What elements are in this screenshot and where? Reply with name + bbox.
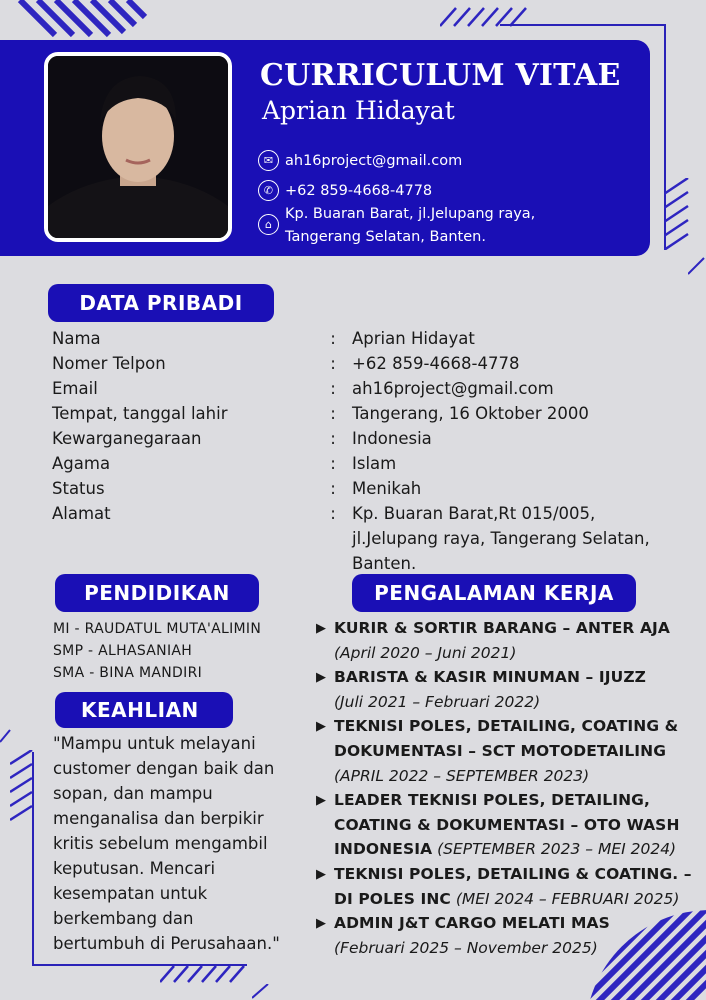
contact-address xyxy=(258,203,535,249)
frame-line-top xyxy=(500,24,665,26)
experience-item: ▶ KURIR & SORTIR BARANG – ANTER AJA (April 2020 – Juni 2021) xyxy=(316,616,701,665)
triangle-bullet-icon: ▶ xyxy=(316,719,326,735)
frame-line-left xyxy=(32,752,34,964)
line-decoration-left xyxy=(0,728,12,744)
contact-email-text: ah16project@gmail.com xyxy=(285,153,463,169)
hatch-decoration-left xyxy=(10,750,34,824)
person-photo-icon xyxy=(48,56,228,238)
experience-item: ▶ TEKNISI POLES, DETAILING, COATING & DOKUMENTASI – SCT MOTODETAILING (APRIL 2022 – SEPTEMBER 2023) xyxy=(316,714,701,788)
hatch-decoration-right xyxy=(664,178,692,250)
skills-text: "Mampu untuk melayani customer dengan baik dan sopan, dan mampu menganalisa dan berpikir kritis sebelum mengambil keputusan. Mencari kesempatan untuk berkembang dan bertumbuh di Perusahaan." xyxy=(53,734,280,953)
experience-item: ▶ ADMIN J&T CARGO MELATI MAS (Februari 2025 – November 2025) xyxy=(316,911,701,960)
stripes-decoration-top-left xyxy=(0,0,180,40)
contact-address-text: Kp. Buaran Barat, jl.Jelupang raya, Tangerang Selatan, Banten. xyxy=(285,206,536,245)
experience-list xyxy=(316,616,701,960)
triangle-bullet-icon: ▶ xyxy=(316,621,326,636)
data-row-birth: Tempat, tanggal lahir : Tangerang, 16 Oktober 2000 xyxy=(52,404,589,423)
hatch-decoration-bottom xyxy=(160,964,250,984)
triangle-bullet-icon: ▶ xyxy=(316,793,326,809)
contact-phone[interactable] xyxy=(258,180,432,203)
education-item: SMA - BINA MANDIRI xyxy=(53,665,203,681)
experience-item: ▶ LEADER TEKNISI POLES, DETAILING, COATING & DOKUMENTASI – OTO WASH INDONESIA (SEPTEMBER 2023 – MEI 2024) xyxy=(316,788,701,862)
personal-data-table xyxy=(52,326,682,576)
contact-email[interactable] xyxy=(258,150,462,173)
skills-heading: KEAHLIAN xyxy=(55,692,233,728)
cv-title: CURRICULUM VITAE xyxy=(260,58,621,93)
data-row-address: Alamat : Kp. Buaran Barat,Rt 015/005, jl.Jelupang raya, Tangerang Selatan, Banten. xyxy=(52,504,650,573)
data-row-nationality: Kewarganegaraan : Indonesia xyxy=(52,429,432,448)
personal-data-heading: DATA PRIBADI xyxy=(48,284,274,322)
triangle-bullet-icon: ▶ xyxy=(316,916,326,932)
data-row-phone: Nomer Telpon : +62 859-4668-4778 xyxy=(52,354,520,373)
phone-icon: ✆ xyxy=(258,180,279,201)
experience-heading: PENGALAMAN KERJA xyxy=(352,574,636,612)
home-icon: ⌂ xyxy=(258,214,279,235)
data-row-name: Nama : Aprian Hidayat xyxy=(52,329,475,348)
cv-name: Aprian Hidayat xyxy=(262,96,455,125)
contact-phone-text: +62 859-4668-4778 xyxy=(285,183,433,199)
triangle-bullet-icon: ▶ xyxy=(316,866,326,882)
experience-item: ▶ BARISTA & KASIR MINUMAN – IJUZZ (Juli 2021 – Februari 2022) xyxy=(316,665,701,714)
education-item: SMP - ALHASANIAH xyxy=(53,643,193,659)
education-item: MI - RAUDATUL MUTA'ALIMIN xyxy=(53,621,262,637)
education-heading: PENDIDIKAN xyxy=(55,574,259,612)
data-row-status: Status : Menikah xyxy=(52,479,422,498)
education-list xyxy=(53,618,261,684)
email-icon: ✉ xyxy=(258,150,279,171)
experience-item: ▶ TEKNISI POLES, DETAILING & COATING. – DI POLES INC (MEI 2024 – FEBRUARI 2025) xyxy=(316,862,701,911)
data-row-religion: Agama : Islam xyxy=(52,454,397,473)
line-decoration-right xyxy=(688,256,706,276)
profile-photo xyxy=(44,52,232,242)
data-row-email: Email : ah16project@gmail.com xyxy=(52,379,554,398)
line-decoration-bottom xyxy=(252,984,272,1000)
triangle-bullet-icon: ▶ xyxy=(316,670,326,686)
